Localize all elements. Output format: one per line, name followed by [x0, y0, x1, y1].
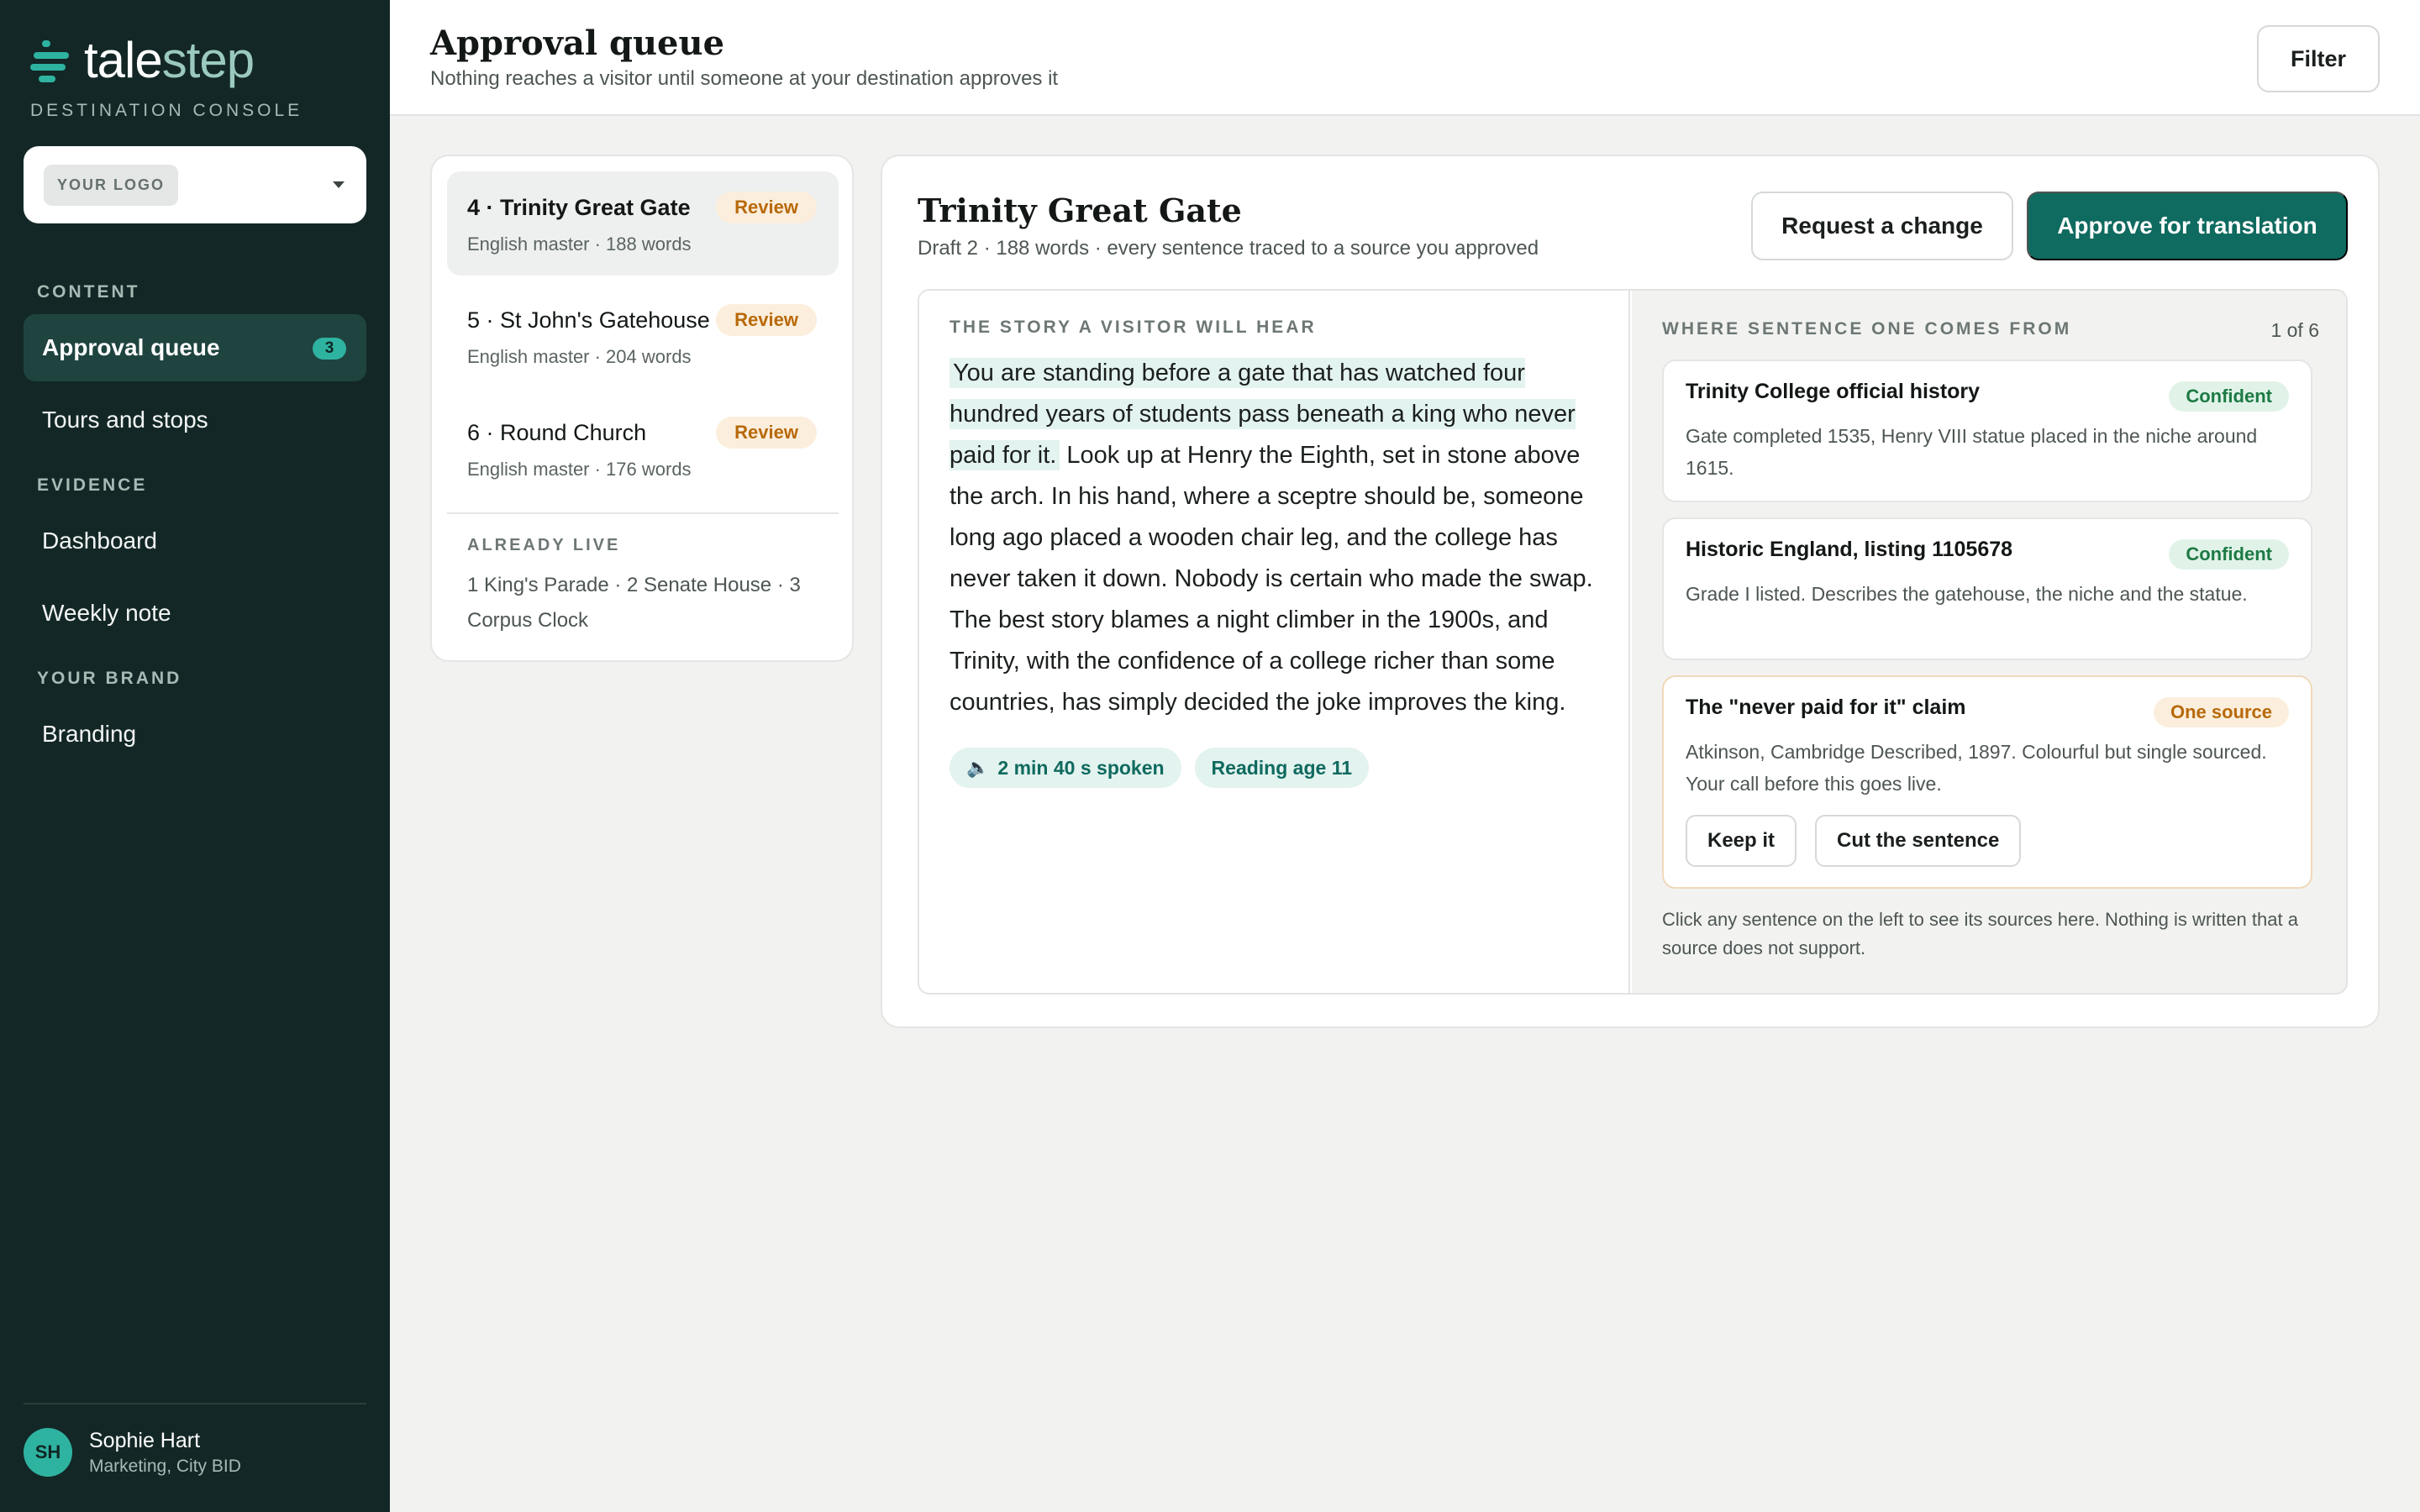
queue-item-title: 5 · St John's Gatehouse — [467, 307, 710, 333]
source-description: Atkinson, Cambridge Described, 1897. Colourful but single sourced. Your call before this goes live. — [1686, 741, 2267, 795]
story-sentences[interactable]: Look up at Henry the Eighth, set in stone above the arch. In his hand, where a sceptre should be, someone long ago placed a wooden chair leg, and the college has never taken it down. Nobody is certain who made the swap. The best story blames a night climber in the 1900s, and Trinity, with the confidence of a college richer than some countries, has simply decided the joke improves the king. — [950, 442, 1593, 716]
status-badge: Review — [716, 192, 817, 223]
nav-section-evidence: EVIDENCE — [37, 475, 148, 495]
queue-item-meta: English master · 176 words — [467, 459, 692, 480]
brand-mark-icon — [30, 37, 69, 84]
source-card — [1662, 360, 2312, 502]
user-name: Sophie Hart — [89, 1428, 201, 1452]
chevron-down-icon — [333, 181, 345, 188]
logo-placeholder: YOUR LOGO — [44, 165, 178, 206]
sidebar — [0, 0, 390, 1512]
story-subtitle: Draft 2 · 188 words · every sentence traced to a source you approved — [918, 237, 1539, 260]
spoken-duration: 2 min 40 s spoken — [997, 756, 1165, 779]
status-badge: Review — [716, 304, 817, 336]
page-title: Approval queue — [430, 24, 725, 63]
nav-section-brand: YOUR BRAND — [37, 669, 182, 688]
nav-item-weekly-note[interactable] — [24, 580, 366, 647]
queue-item-meta: English master · 204 words — [467, 346, 692, 367]
keep-sentence-button[interactable]: Keep it — [1686, 815, 1797, 867]
story-sentence-selected[interactable]: You are standing before a gate that has watched four hundred years of students pass beneath a king who never paid for it. — [950, 360, 1576, 469]
story-label: THE STORY A VISITOR WILL HEAR — [950, 318, 1317, 337]
source-title: Trinity College official history — [1686, 380, 1981, 403]
nav-item-tours-and-stops[interactable] — [24, 386, 366, 454]
story-title: Trinity Great Gate — [918, 192, 1242, 229]
request-change-button[interactable]: Request a change — [1751, 192, 2013, 260]
nav-item-label: Weekly note — [42, 600, 171, 626]
source-title: The "never paid for it" claim — [1686, 696, 1966, 719]
nav-item-label: Branding — [42, 721, 137, 747]
queue-item[interactable] — [447, 284, 839, 388]
story-stats — [950, 748, 1369, 788]
queue-item[interactable] — [447, 171, 839, 276]
queue-item-title: 4 · Trinity Great Gate — [467, 195, 691, 220]
story-split-view — [918, 289, 2348, 995]
spoken-duration-chip — [950, 748, 1181, 788]
story-pane — [919, 291, 1630, 993]
nav-item-dashboard[interactable] — [24, 507, 366, 575]
already-live-label: ALREADY LIVE — [467, 536, 621, 554]
brand-subtitle: DESTINATION CONSOLE — [30, 101, 303, 120]
logo-selector[interactable] — [24, 146, 366, 223]
story-detail — [881, 155, 2380, 1028]
queue-list — [430, 155, 854, 662]
page-header — [390, 0, 2420, 116]
nav-item-label: Approval queue — [42, 334, 220, 360]
source-description: Gate completed 1535, Henry VIII statue placed in the niche around 1615. — [1686, 425, 2258, 479]
source-card — [1662, 517, 2312, 660]
queue-item[interactable] — [447, 396, 839, 501]
user-divider — [24, 1403, 366, 1404]
sources-label: WHERE SENTENCE ONE COMES FROM — [1662, 319, 2072, 339]
avatar: SH — [24, 1428, 72, 1477]
source-pane — [1632, 291, 2348, 993]
user-role: Marketing, City BID — [89, 1456, 241, 1476]
queue-item-title: 6 · Round Church — [467, 420, 647, 445]
queue-item-meta: English master · 188 words — [467, 234, 692, 255]
brand-name-tale: tale — [84, 32, 162, 88]
nav-item-label: Tours and stops — [42, 407, 208, 433]
already-live-list: 1 King's Parade · 2 Senate House · 3 Corpus Clock — [467, 574, 801, 632]
speaker-icon: 🔈 — [966, 757, 990, 778]
sources-count: 1 of 6 — [2270, 319, 2319, 341]
source-title: Historic England, listing 1105678 — [1686, 538, 2013, 561]
filter-button[interactable]: Filter — [2257, 25, 2380, 92]
confidence-badge: Confident — [2169, 539, 2289, 570]
sources-note: Click any sentence on the left to see its sources here. Nothing is written that a source does not support. — [1662, 909, 2298, 958]
reading-age-chip: Reading age 11 — [1195, 748, 1369, 788]
approve-button[interactable]: Approve for translation — [2027, 192, 2348, 260]
cut-sentence-button[interactable]: Cut the sentence — [1815, 815, 2021, 867]
approval-count-badge: 3 — [313, 338, 346, 360]
story-text — [950, 353, 1613, 723]
brand-name — [84, 32, 254, 89]
user-profile[interactable] — [24, 1428, 241, 1477]
source-card-claim — [1662, 675, 2312, 889]
status-badge: Review — [716, 417, 817, 449]
nav-section-content: CONTENT — [37, 282, 140, 302]
nav-item-approval-queue[interactable] — [24, 314, 366, 381]
page-subtitle: Nothing reaches a visitor until someone at your destination approves it — [430, 67, 1059, 90]
confidence-badge: One source — [2154, 697, 2289, 727]
source-description: Grade I listed. Describes the gatehouse, the niche and the statue. — [1686, 583, 2248, 605]
confidence-badge: Confident — [2169, 381, 2289, 412]
brand — [30, 32, 302, 121]
nav-item-branding[interactable] — [24, 701, 366, 768]
queue-divider — [447, 512, 839, 514]
brand-name-step: step — [161, 32, 255, 88]
nav-item-label: Dashboard — [42, 528, 157, 554]
